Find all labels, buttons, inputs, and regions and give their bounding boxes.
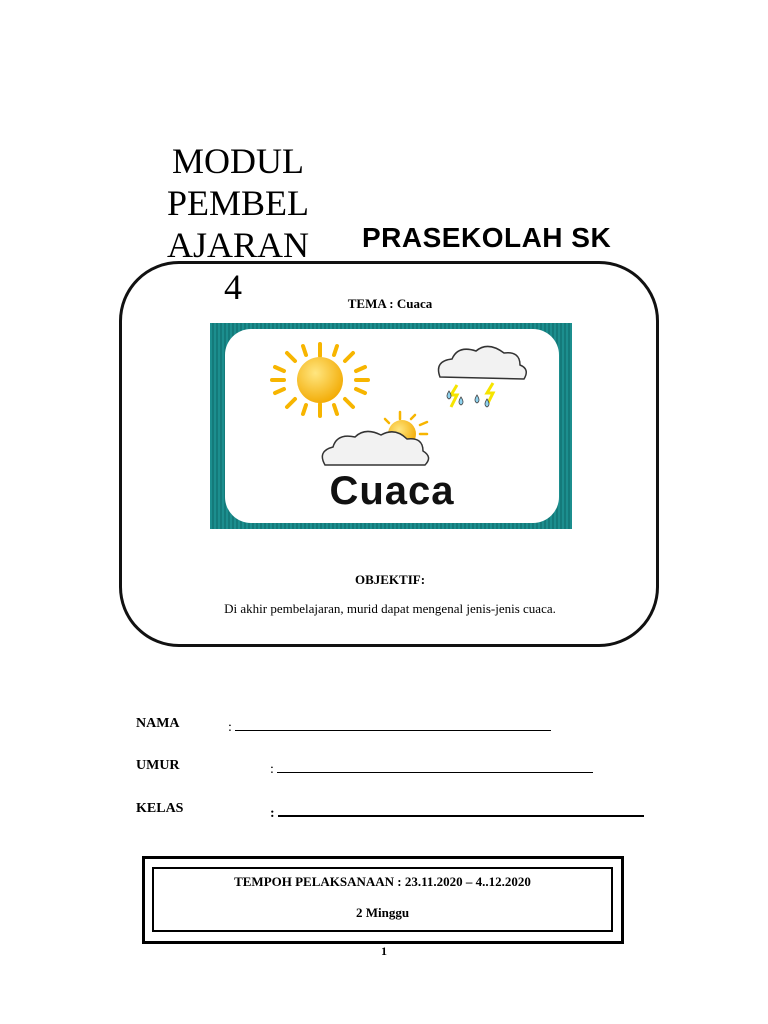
name-blank[interactable] bbox=[235, 716, 551, 731]
weather-image-word: Cuaca bbox=[329, 469, 455, 513]
objective-heading: OBJEKTIF: bbox=[354, 572, 426, 587]
class-label: KELAS bbox=[136, 801, 184, 816]
storm-cloud-icon bbox=[439, 346, 527, 407]
age-label: UMUR bbox=[136, 758, 180, 773]
objective-text: Di akhir pembelajaran, murid dapat mengenal jenis-jenis cuaca. bbox=[224, 601, 556, 616]
weather-image bbox=[210, 323, 572, 529]
module-title-line-1: MODUL bbox=[172, 141, 304, 181]
duration-text: 2 Minggu bbox=[355, 905, 410, 920]
period-text: TEMPOH PELAKSANAAN : 23.11.2020 – 4..12.2020 bbox=[234, 874, 531, 889]
theme-label: TEMA : Cuaca bbox=[347, 296, 433, 311]
program-title: PRASEKOLAH SK bbox=[362, 222, 612, 253]
sun-behind-cloud-icon bbox=[322, 412, 428, 465]
sun-icon bbox=[272, 344, 368, 416]
name-colon: : bbox=[228, 720, 232, 735]
module-title-line-3: AJARAN bbox=[166, 225, 309, 265]
age-blank[interactable] bbox=[277, 758, 593, 773]
class-blank[interactable] bbox=[278, 801, 644, 817]
weather-image-panel bbox=[225, 329, 559, 523]
class-field[interactable] bbox=[270, 801, 644, 822]
name-field[interactable] bbox=[228, 716, 551, 736]
age-field[interactable] bbox=[270, 758, 593, 778]
class-colon: : bbox=[270, 806, 275, 821]
module-title-line-2: PEMBEL bbox=[166, 183, 309, 223]
name-label: NAMA bbox=[136, 716, 180, 731]
age-colon: : bbox=[270, 762, 274, 777]
module-title-line-4: 4 bbox=[224, 267, 242, 307]
page-number: 1 bbox=[381, 944, 387, 958]
